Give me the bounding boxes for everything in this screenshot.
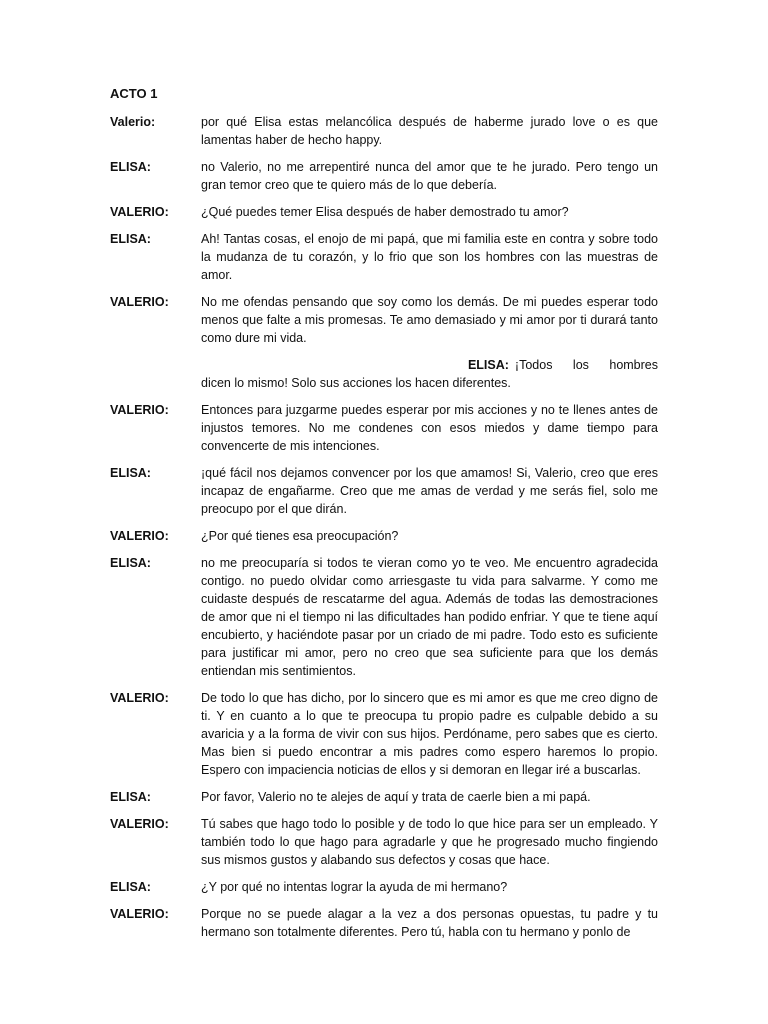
dialogue-text: De todo lo que has dicho, por lo sincero que es mi amor es que me creo digno de ti. Y en cuanto a lo que te preocupa tu propio padre es culpable debido a su avaricia y a la forma de vivir con sus hijos. Perdóname, pero sabes que es cierto. Mas bien si puedo encontrar a mis padres como espero haremos lo propio. Espero con impaciencia noticias de ellos y si demoran en llegar iré a buscarlas. — [201, 691, 658, 777]
dialogue-entry — [110, 815, 658, 869]
dialogue-continuation: dicen lo mismo! Solo sus acciones los hacen diferentes. — [201, 376, 511, 390]
dialogue-text: Entonces para juzgarme puedes esperar por mis acciones y no te llenes antes de injustos temores. No me condenes con esos miedos y dame tiempo para convencerte de mis intenciones. — [201, 403, 658, 453]
dialogue-text: Porque no se puede alagar a la vez a dos personas opuestas, tu padre y tu hermano son totalmente diferentes. Pero tú, habla con tu hermano y ponlo de — [201, 907, 658, 939]
dialogue-text: ¿Por qué tienes esa preocupación? — [201, 529, 399, 543]
speaker-name: ELISA: — [110, 790, 151, 804]
dialogue-entry — [110, 293, 658, 347]
speaker-name: ELISA: — [110, 232, 151, 246]
dialogue-entry — [110, 203, 658, 221]
speaker-name: VALERIO: — [110, 529, 169, 543]
dialogue-text: Ah! Tantas cosas, el enojo de mi papá, que mi familia este en contra y sobre todo la mudanza de tu corazón, y lo frio que son los hombres con las muestras de amor. — [201, 232, 658, 282]
speaker-name: ELISA: — [110, 880, 151, 894]
speaker-name: VALERIO: — [110, 295, 169, 309]
dialogue-entry — [110, 230, 658, 284]
speaker-name: VALERIO: — [110, 691, 169, 705]
dialogue-entry — [110, 527, 658, 545]
act-title: ACTO 1 — [110, 86, 158, 101]
dialogue-text: Por favor, Valerio no te alejes de aquí y trata de caerle bien a mi papá. — [201, 790, 591, 804]
speaker-name: VALERIO: — [110, 403, 169, 417]
dialogue-text: no Valerio, no me arrepentiré nunca del amor que te he jurado. Pero tengo un gran temor creo que te quiero más de lo que debería. — [201, 160, 658, 192]
speaker-name: VALERIO: — [110, 205, 169, 219]
dialogue-text: ¡qué fácil nos dejamos convencer por los que amamos! Si, Valerio, creo que eres incapaz de engañarme. Creo que me amas de verdad y me serás fiel, solo me preocupo por el que dirán. — [201, 466, 658, 516]
dialogue-first-line: ¡Todos los hombres — [514, 358, 658, 372]
speaker-name: VALERIO: — [110, 817, 169, 831]
dialogue-text: por qué Elisa estas melancólica después de haberme jurado love o es que lamentas haber de hecho happy. — [201, 115, 658, 147]
dialogue-entry — [110, 464, 658, 518]
script-dialogue — [110, 113, 658, 950]
dialogue-text: No me ofendas pensando que soy como los demás. De mi puedes esperar todo menos que falte a mis promesas. Te amo demasiado y mi amor por ti durará tanto como dure mi vida. — [201, 295, 658, 345]
dialogue-entry — [110, 401, 658, 455]
dialogue-text: ¿Y por qué no intentas lograr la ayuda de mi hermano? — [201, 880, 508, 894]
dialogue-text: Tú sabes que hago todo lo posible y de todo lo que hice para ser un empleado. Y también todo lo que hago para agradarle y que he progresado mucho fingiendo sus mismos gustos y alabando sus defectos y cosas que hace. — [201, 817, 658, 867]
dialogue-text — [201, 356, 658, 392]
dialogue-text: no me preocuparía si todos te vieran como yo te veo. Me encuentro agradecida contigo. no puedo olvidar como arriesgaste tu vida para salvarme. Y como me cuidaste después de rescatarme del agua. Además de todas las demostraciones de amor que ni el tiempo ni las dificultades han podido enfriar. Y que te tiene aquí encubierto, y haciéndote pasar por un criado de mi padre. Todo esto es suficiente para justificar mi amor, pero no creo que sea suficiente para que los demás entiendan mis sentimientos. — [201, 556, 658, 678]
dialogue-entry — [110, 878, 658, 896]
dialogue-entry — [110, 554, 658, 680]
dialogue-entry — [110, 113, 658, 149]
dialogue-entry — [110, 788, 658, 806]
dialogue-entry — [110, 158, 658, 194]
speaker-name: ELISA: — [110, 160, 151, 174]
dialogue-entry — [110, 689, 658, 779]
speaker-name: Valerio: — [110, 115, 156, 129]
dialogue-entry-inline — [110, 356, 658, 392]
dialogue-text: ¿Qué puedes temer Elisa después de haber demostrado tu amor? — [201, 205, 569, 219]
dialogue-first-row — [201, 356, 658, 374]
speaker-name: ELISA: — [467, 358, 509, 372]
speaker-name: ELISA: — [110, 466, 151, 480]
speaker-name: VALERIO: — [110, 907, 169, 921]
dialogue-entry — [110, 905, 658, 941]
speaker-name: ELISA: — [110, 556, 151, 570]
